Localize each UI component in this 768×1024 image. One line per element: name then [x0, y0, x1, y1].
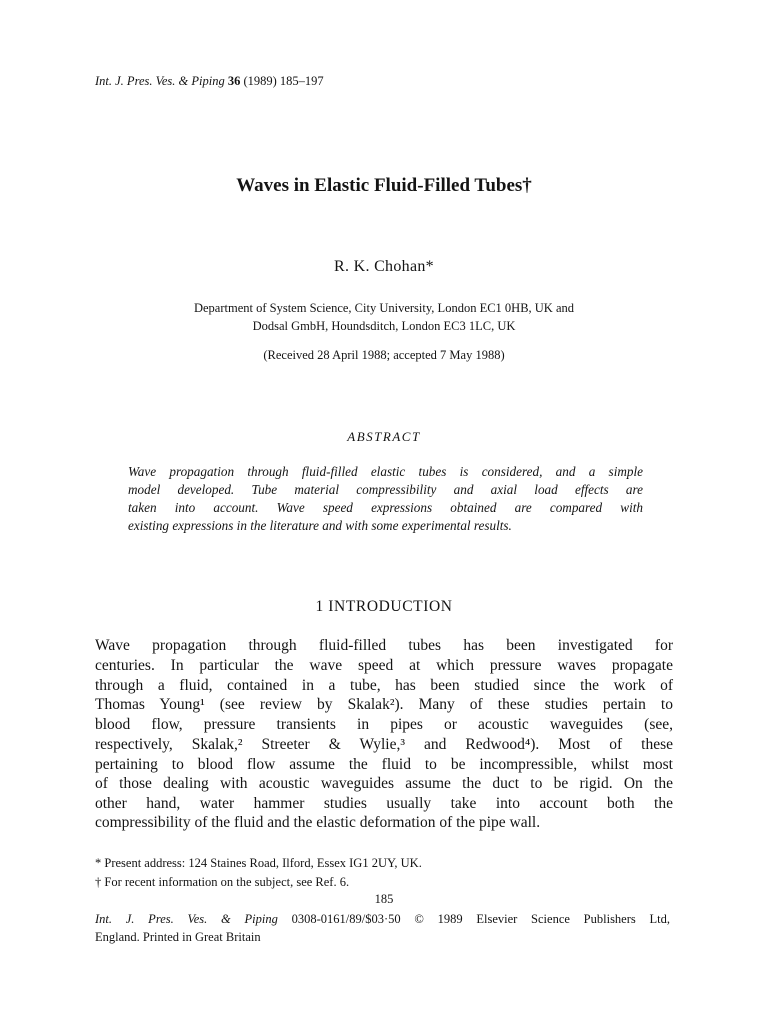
body-text-line: blood flow, pressure transients in pipes or acoustic waveguides (see, [95, 716, 673, 733]
body-text-line: of those dealing with acoustic waveguides assume the duct to be rigid. On the [95, 775, 673, 792]
body-text-line: Thomas Young¹ (see review by Skalak²). Many of these studies pertain to [95, 696, 673, 713]
imprint-details: 0308-0161/89/$03·50 © 1989 Elsevier Science Publishers Ltd, [291, 912, 670, 926]
journal-citation-header [95, 74, 324, 89]
body-text-line: compressibility of the fluid and the elastic deformation of the pipe wall. [95, 814, 541, 831]
abstract-line: Wave propagation through fluid-filled elastic tubes is considered, and a simple [128, 464, 643, 479]
body-text-line: centuries. In particular the wave speed at which pressure waves propagate [95, 657, 673, 674]
abstract-heading: ABSTRACT [347, 429, 421, 444]
received-dates: (Received 28 April 1988; accepted 7 May 1988) [263, 348, 505, 362]
body-text-line: pertaining to blood flow assume the fluid to be incompressible, whilst most [95, 756, 673, 773]
abstract-line: model developed. Tube material compressibility and axial load effects are [128, 482, 643, 497]
journal-name: Int. J. Pres. Ves. & Piping [95, 74, 225, 88]
imprint-journal-name: Int. J. Pres. Ves. & Piping [95, 912, 278, 926]
abstract-line: taken into account. Wave speed expressions obtained are compared with [128, 500, 643, 515]
body-text-line: other hand, water hammer studies usually take into account both the [95, 795, 673, 812]
section-heading-introduction: 1 INTRODUCTION [315, 598, 453, 615]
body-text-line: respectively, Skalak,² Streeter & Wylie,³ and Redwood⁴). Most of these [95, 736, 673, 753]
body-text-line: Wave propagation through fluid-filled tubes has been investigated for [95, 637, 673, 654]
affiliation-line-1: Department of System Science, City University, London EC1 0HB, UK and [193, 301, 575, 315]
footnote-present-address: * Present address: 124 Staines Road, Ilford, Essex IG1 2UY, UK. [95, 856, 422, 870]
body-text-line: through a fluid, contained in a tube, has been studied since the work of [95, 677, 673, 694]
author-name: R. K. Chohan* [334, 258, 434, 275]
journal-year-pages: (1989) 185–197 [243, 74, 324, 88]
affiliation-line-2: Dodsal GmbH, Houndsditch, London EC3 1LC, UK [252, 319, 516, 333]
publisher-imprint-line-1 [95, 912, 670, 927]
paper-title: Waves in Elastic Fluid-Filled Tubes† [236, 175, 532, 196]
publisher-imprint-line-2: England. Printed in Great Britain [95, 930, 261, 944]
journal-volume: 36 [227, 74, 241, 88]
footnote-recent-information: † For recent information on the subject, see Ref. 6. [95, 875, 350, 889]
page-number: 185 [374, 892, 394, 906]
abstract-line: existing expressions in the literature and with some experimental results. [128, 518, 512, 533]
